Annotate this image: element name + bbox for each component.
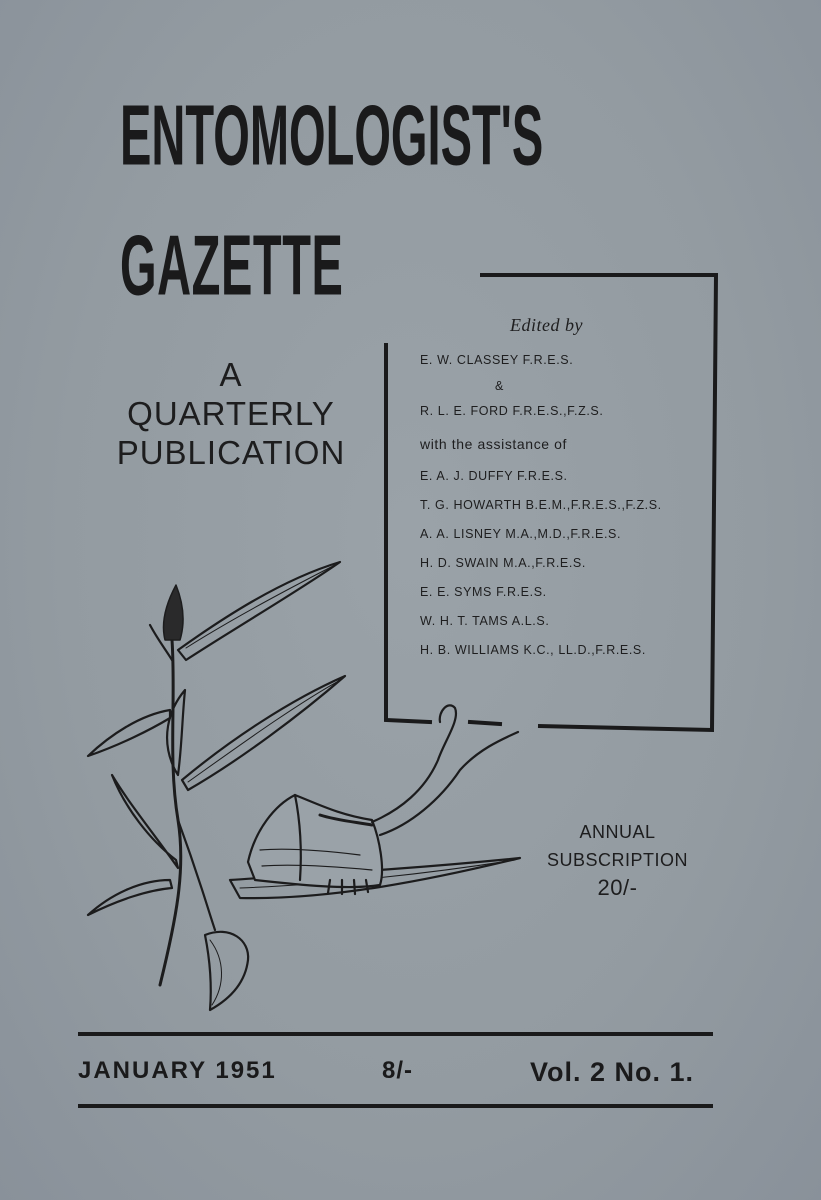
tagline-line-2: QUARTERLY xyxy=(127,395,335,432)
edited-by-label: Edited by xyxy=(510,315,583,335)
annual-subscription xyxy=(530,818,705,902)
assistant-1: E. A. J. DUFFY F.R.E.S. xyxy=(420,469,568,483)
assistant-5: E. E. SYMS F.R.E.S. xyxy=(420,585,547,599)
footer-top-rule xyxy=(78,1032,713,1036)
editors-panel xyxy=(420,315,710,665)
issue-price: 8/- xyxy=(382,1057,414,1084)
title-line-1: ENTOMOLOGIST'S xyxy=(120,86,544,183)
editors-ampersand: & xyxy=(495,379,504,393)
assistant-4: H. D. SWAIN M.A.,F.R.E.S. xyxy=(420,556,586,570)
footer-bottom-rule xyxy=(78,1104,713,1108)
volume-number: Vol. 2 No. 1. xyxy=(530,1057,695,1087)
assistance-label: with the assistance of xyxy=(420,436,568,452)
assistant-6: W. H. T. TAMS A.L.S. xyxy=(420,614,550,628)
tagline xyxy=(96,355,366,472)
tagline-line-3: PUBLICATION xyxy=(116,434,346,471)
assistant-2: T. G. HOWARTH B.E.M.,F.R.E.S.,F.Z.S. xyxy=(420,498,662,512)
assistant-7: H. B. WILLIAMS K.C., LL.D.,F.R.E.S. xyxy=(420,643,646,657)
subscription-price: 20/- xyxy=(597,875,638,900)
subscription-line-1: ANNUAL xyxy=(579,822,656,842)
title-line-2: GAZETTE xyxy=(120,216,344,313)
tagline-line-1: A xyxy=(219,356,243,393)
editor-2: R. L. E. FORD F.R.E.S.,F.Z.S. xyxy=(420,404,604,418)
editor-1: E. W. CLASSEY F.R.E.S. xyxy=(420,353,574,367)
subscription-line-2: SUBSCRIPTION xyxy=(546,850,689,870)
assistant-3: A. A. LISNEY M.A.,M.D.,F.R.E.S. xyxy=(420,527,622,541)
issue-date: JANUARY 1951 xyxy=(78,1057,277,1084)
